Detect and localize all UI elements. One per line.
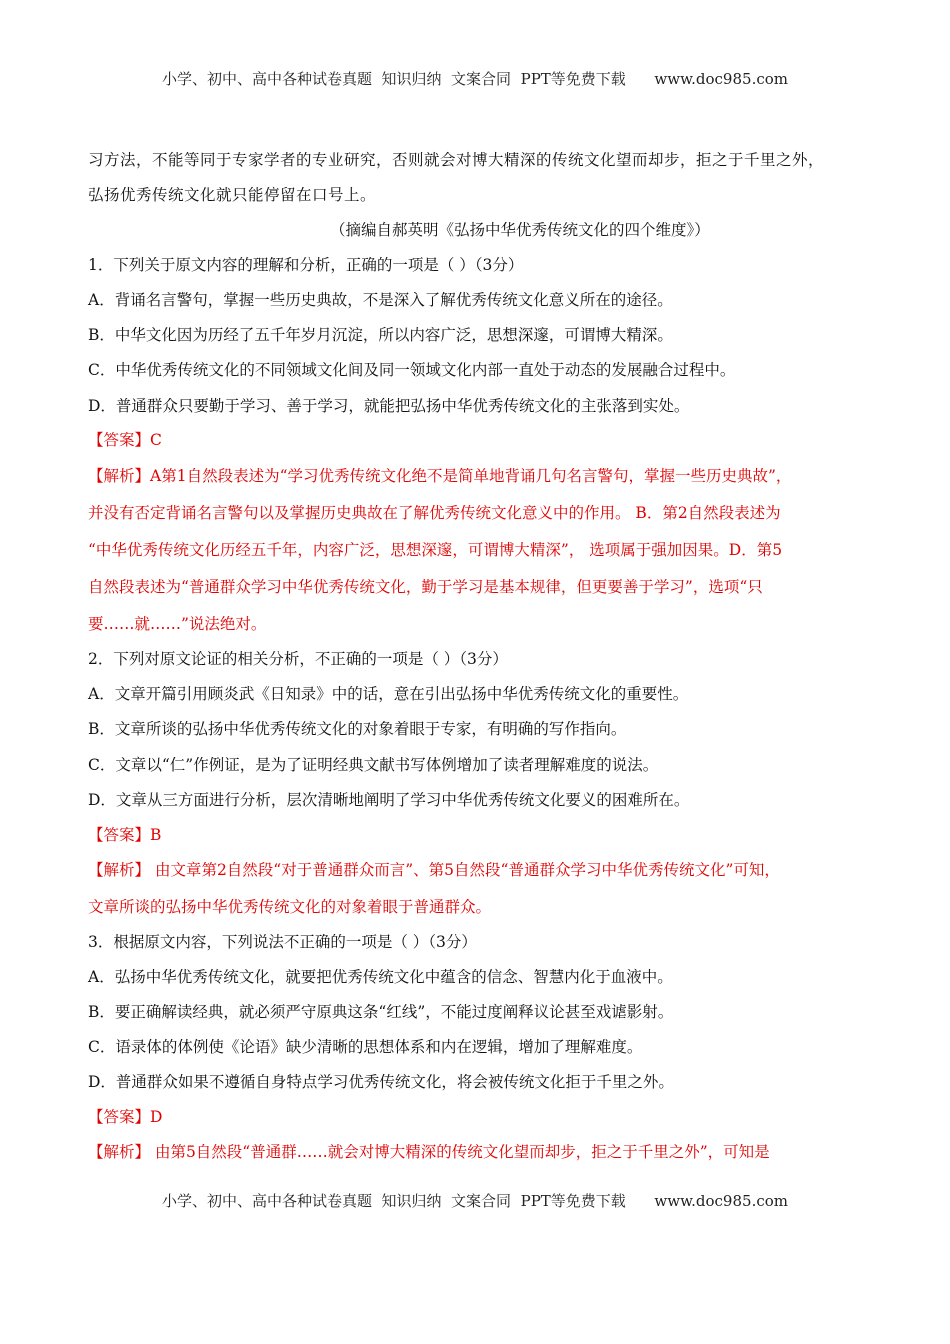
- q1-analysis-line-4: 自然段表述为“普通群众学习中华优秀传统文化，勤于学习是基本规律，但更要善于学习”，选项“只: [88, 578, 763, 596]
- answer-value: B: [150, 826, 162, 844]
- answer-value: C: [150, 431, 162, 449]
- q1-analysis-line-5: 要……就……”说法绝对。: [88, 615, 267, 633]
- analysis-text: 由文章第2自然段“对于普通群众而言”、第5自然段“普通群众学习中华优秀传统文化”可知，: [150, 861, 780, 879]
- q3-option-a: A．弘扬中华优秀传统文化，就要把优秀传统文化中蕴含的信念、智慧内化于血液中。: [88, 968, 673, 986]
- q2-option-c: C．文章以“仁”作例证，是为了证明经典文献书写体例增加了读者理解难度的说法。: [88, 756, 659, 774]
- q1-analysis-line-3: “中华优秀传统文化历经五千年，内容广泛，思想深邃，可谓博大精深”， 选项属于强加因果。D．第5: [88, 541, 783, 559]
- q1-option-b: B．中华文化因为历经了五千年岁月沉淀，所以内容广泛，思想深邃，可谓博大精深。: [88, 326, 673, 344]
- q2-analysis-line-2: 文章所谈的弘扬中华优秀传统文化的对象着眼于普通群众。: [88, 898, 492, 916]
- q3-option-c: C．语录体的体例使《论语》缺少清晰的思想体系和内在逻辑，增加了理解难度。: [88, 1038, 643, 1056]
- q3-answer: [88, 1105, 878, 1127]
- answer-tag: 【答案】: [88, 826, 151, 844]
- q1-option-d: D．普通群众只要勤于学习、善于学习，就能把弘扬中华优秀传统文化的主张落到实处。: [88, 397, 690, 415]
- q1-answer: [88, 428, 878, 450]
- q1-stem: 1．下列关于原文内容的理解和分析，正确的一项是（ ）（3分）: [88, 256, 524, 274]
- intro-line-1: 习方法，不能等同于专家学者的专业研究，否则就会对博大精深的传统文化望而却步，拒之于千里之外，: [88, 151, 825, 169]
- q2-answer: [88, 823, 878, 845]
- analysis-tag: 【解析】: [88, 1143, 151, 1161]
- analysis-text: 由第5自然段“普通群……就会对博大精深的传统文化望而却步，拒之于千里之外”，可知是: [150, 1143, 770, 1161]
- page-header: 小学、初中、高中各种试卷真题 知识归纳 文案合同 PPT等免费下载 www.doc985.com: [161, 70, 788, 88]
- analysis-tag: 【解析】: [88, 861, 151, 879]
- q2-option-d: D．文章从三方面进行分析，层次清晰地阐明了学习中华优秀传统文化要义的困难所在。: [88, 791, 690, 809]
- q3-option-b: B．要正确解读经典，就必须严守原典这条“红线”，不能过度阐释议论甚至戏谑影射。: [88, 1003, 674, 1021]
- q1-option-a: A．背诵名言警句，掌握一些历史典故，不是深入了解优秀传统文化意义所在的途径。: [88, 291, 673, 309]
- page-footer: 小学、初中、高中各种试卷真题 知识归纳 文案合同 PPT等免费下载 www.doc985.com: [161, 1192, 788, 1210]
- q1-analysis-line-2: 并没有否定背诵名言警句以及掌握历史典故在了解优秀传统文化意义中的作用。 B．第2自然段表述为: [88, 504, 781, 522]
- answer-value: D: [150, 1108, 163, 1126]
- q2-stem: 2．下列对原文论证的相关分析，不正确的一项是（ ）（3分）: [88, 650, 508, 668]
- q3-analysis-line-1: [88, 1140, 878, 1162]
- answer-tag: 【答案】: [88, 431, 151, 449]
- q2-option-b: B．文章所谈的弘扬中华优秀传统文化的对象着眼于专家，有明确的写作指向。: [88, 720, 627, 738]
- q2-option-a: A．文章开篇引用顾炎武《日知录》中的话，意在引出弘扬中华优秀传统文化的重要性。: [88, 685, 689, 703]
- q2-analysis-line-1: [88, 858, 878, 880]
- intro-line-2: 弘扬优秀传统文化就只能停留在口号上。: [88, 186, 377, 204]
- answer-tag: 【答案】: [88, 1108, 151, 1126]
- analysis-tag: 【解析】: [88, 467, 151, 485]
- q1-analysis-line-1: [88, 464, 878, 486]
- source-citation: （摘编自郝英明《弘扬中华优秀传统文化的四个维度》）: [330, 221, 710, 239]
- q1-option-c: C．中华优秀传统文化的不同领域文化间及同一领域文化内部一直处于动态的发展融合过程中。: [88, 361, 736, 379]
- q3-stem: 3．根据原文内容，下列说法不正确的一项是（ ）（3分）: [88, 933, 477, 951]
- analysis-text: A第1自然段表述为“学习优秀传统文化绝不是简单地背诵几句名言警句，掌握一些历史典故”，: [150, 467, 792, 485]
- q3-option-d: D．普通群众如果不遵循自身特点学习优秀传统文化，将会被传统文化拒于千里之外。: [88, 1073, 674, 1091]
